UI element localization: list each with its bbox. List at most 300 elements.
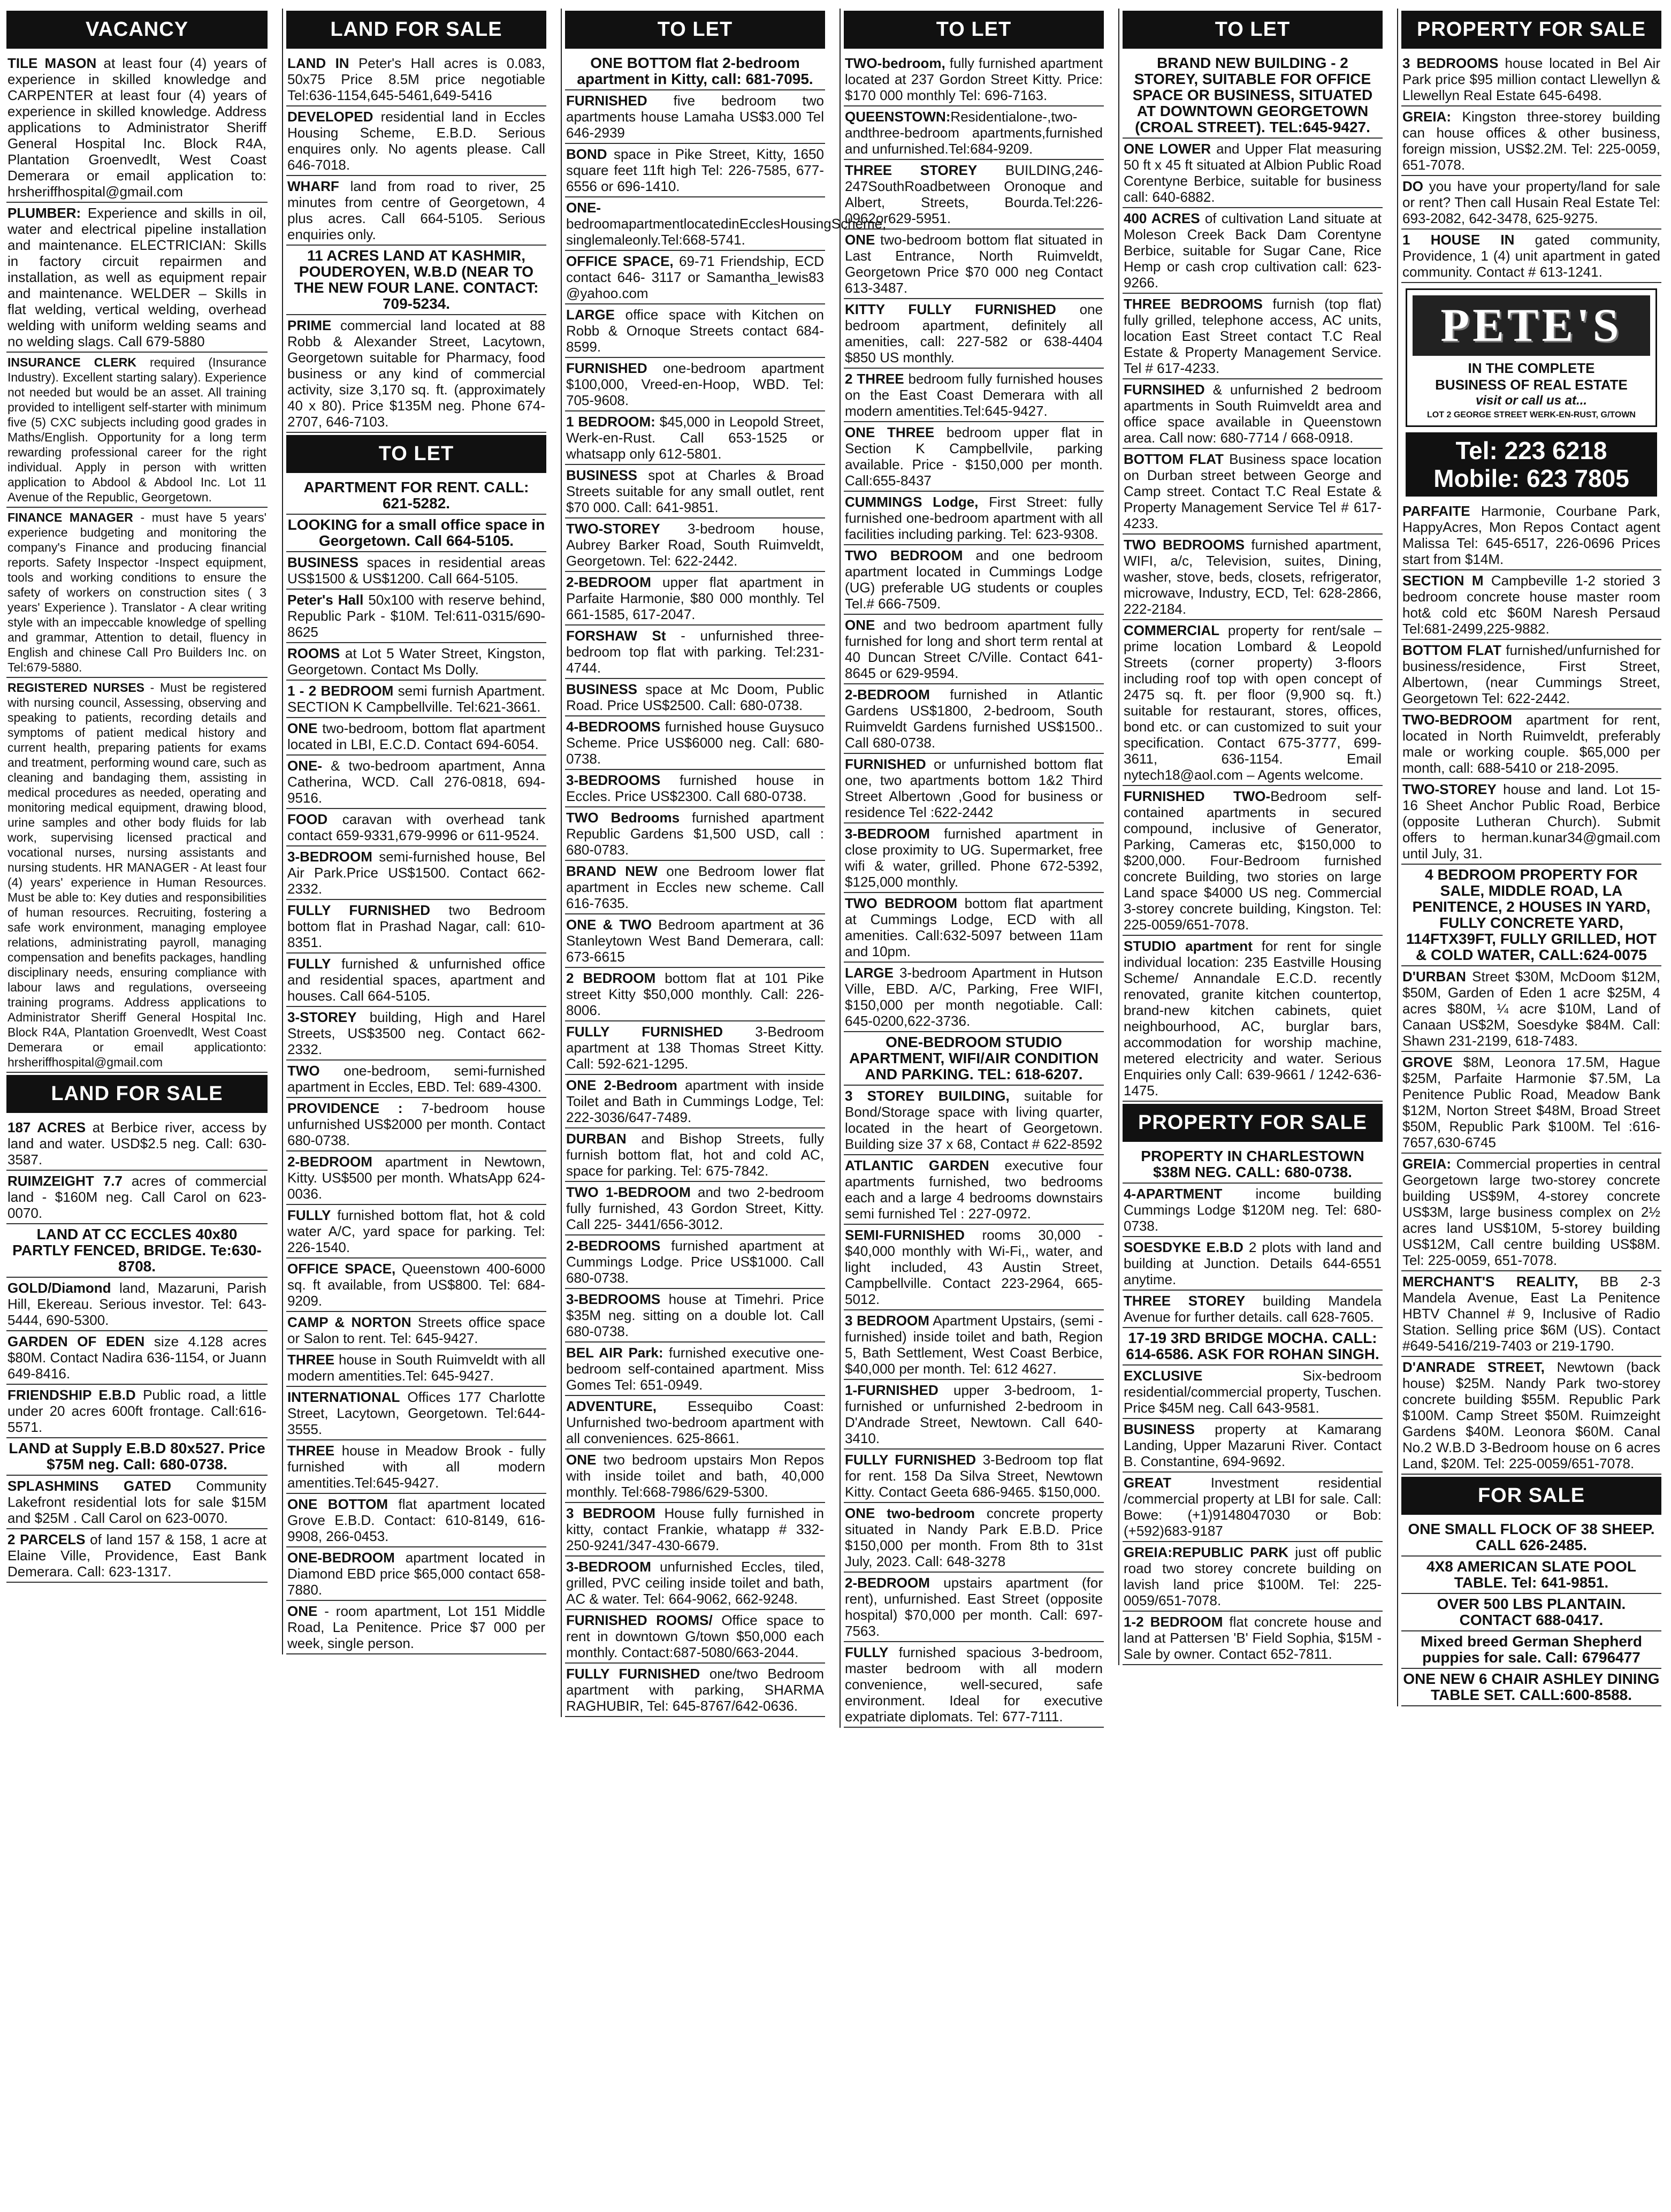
classified-ad bbox=[286, 1061, 546, 1098]
classified-ad bbox=[286, 1547, 546, 1601]
classified-ad bbox=[286, 246, 546, 315]
ad-lead: LARGE bbox=[566, 307, 615, 323]
ad-body: Essequibo Coast: Unfurnished two-bedroom apartment with all conveniences. 625-8661. bbox=[566, 1398, 824, 1446]
classified-ad bbox=[565, 716, 825, 770]
ad-lead: FURNISHED TWO- bbox=[1124, 788, 1271, 804]
ad-body: - must have 5 years' experience budgeting and monitoring the company's Finance and producing financial reports. Safety Inspector -Inspect equipment, tools and working conditions to ensure the safety of workers on construction sites ( 3 years' Experience ). Translator - A clear writing style with an impeccable knowledge of spelling and grammar, Attention to detail, fluency in English and chinese Call Pro Builders Inc. on Tel:679-5880. bbox=[7, 510, 266, 674]
classified-ad bbox=[565, 1343, 825, 1396]
section-header: TO LET bbox=[565, 11, 825, 49]
classified-ad bbox=[565, 144, 825, 197]
classified-ad bbox=[844, 1642, 1104, 1728]
classified-ad bbox=[565, 807, 825, 861]
classified-ad bbox=[565, 770, 825, 807]
classified-ad bbox=[565, 861, 825, 914]
ad-lead: LARGE bbox=[845, 965, 894, 981]
ad-body: furnished spacious 3-bedroom, master bedroom with all modern convenience, well-secured, safe environment. Ideal for executive expatriate diplomats. Tel: 677-7111. bbox=[845, 1644, 1103, 1725]
ad-lead: GREIA:REPUBLIC PARK bbox=[1124, 1544, 1289, 1560]
ad-lead: BUSINESS bbox=[1124, 1421, 1195, 1437]
classified-ad bbox=[565, 1664, 825, 1717]
ad-body: Investment residential /commercial property at LBI for sale. Call: Bowe: (+1)9148047030 or Bob: (+592)683-9187 bbox=[1124, 1475, 1382, 1539]
ad-body: size 4.128 acres $80M. Contact Nadira 636-1154, or Juann 649-8416. bbox=[7, 1333, 266, 1382]
classified-ad bbox=[844, 1225, 1104, 1310]
classified-ad bbox=[6, 1278, 268, 1331]
classified-ad bbox=[565, 572, 825, 626]
classified-ad bbox=[844, 1450, 1104, 1503]
classified-ad bbox=[286, 1205, 546, 1258]
classified-ad bbox=[844, 53, 1104, 106]
ad-lead: TWO-STOREY bbox=[566, 521, 660, 537]
ad-lead: ONE NEW 6 CHAIR ASHLEY DINING TABLE SET. CALL:600-8588. bbox=[1403, 1671, 1660, 1703]
ad-body: 69-71 Friendship, ECD contact 646- 3117 or Samantha_lewis83 @yahoo.com bbox=[566, 253, 824, 301]
ad-body: house in South Ruimveldt with all modern amentities.Tel: 645-9427. bbox=[287, 1352, 545, 1384]
classified-ad bbox=[286, 1007, 546, 1061]
classified-ad bbox=[565, 1235, 825, 1289]
ad-body: furnished apartment at Cummings Lodge. Price US$1000. Call 680-0738. bbox=[566, 1238, 824, 1286]
classified-ad bbox=[1123, 294, 1383, 379]
classified-ad bbox=[286, 176, 546, 246]
ad-body: furnished in Atlantic Gardens US$1800, 2-bedroom, South Ruimveldt Gardens furnished US$1500.. Call 680-0738. bbox=[845, 687, 1103, 751]
ad-body: and Bishop Streets, fully furnish bottom flat, hot and cold AC, space for parking. Tel: 675-7842. bbox=[566, 1131, 824, 1179]
logo-tel: Tel: 223 6218 bbox=[1455, 437, 1607, 464]
classified-ad bbox=[565, 1396, 825, 1450]
ad-lead: APARTMENT FOR RENT. CALL: 621-5282. bbox=[303, 479, 529, 512]
ad-lead: PROVIDENCE : bbox=[287, 1100, 403, 1116]
ad-body: apartment in Newtown, Kitty. US$500 per month. WhatsApp 624-0036. bbox=[287, 1154, 545, 1202]
ad-body: land from road to river, 25 minutes from centre of Georgetown, 4 plus acres. Call 664-5105. Serious enquiries only. bbox=[287, 178, 545, 242]
ad-body: Office space to rent in downtown G/town $50,000 each monthly. Contact:687-5080/663-2044. bbox=[566, 1612, 825, 1660]
ad-body: Six-bedroom residential/commercial property, Tuschen. Price $45M neg. Call 643-9581. bbox=[1124, 1368, 1382, 1416]
ad-lead: SECTION M bbox=[1402, 573, 1484, 589]
ad-lead: 1 - 2 BEDROOM bbox=[287, 683, 394, 699]
classified-ad bbox=[286, 756, 546, 809]
classified-ad bbox=[286, 1098, 546, 1151]
ad-body: two bedroom upstairs Mon Repos with inside toilet and bath, 40,000 monthly. Tel:668-7986/629-5300. bbox=[566, 1452, 824, 1500]
column-5 bbox=[1118, 9, 1386, 1665]
classified-ad bbox=[286, 1601, 546, 1654]
classified-ad bbox=[1401, 1594, 1661, 1631]
ad-body: Offices 177 Charlotte Street, Lacytown, Georgetown. Tel:644-3555. bbox=[287, 1389, 545, 1437]
ad-lead: ONE-BEDROOM bbox=[287, 1550, 395, 1566]
ad-lead: 2 BEDROOM bbox=[566, 970, 656, 986]
ad-lead: FULLY bbox=[287, 956, 331, 972]
realty-logo bbox=[1406, 288, 1657, 427]
ad-body: required (Insurance Industry). Excellent starting salary). Experience not needed but would be an asset. All training provided to intelligent self-starter with minimum five (5) CXC subjects including good grades in Maths/English. Opportunity for a long term rewarding professional career for the right individual. Apply in person with written application to Abdool & Abdool Inc. Lot 11 Avenue of the Republic, Georgetown. bbox=[7, 355, 266, 504]
classified-ad bbox=[1123, 1612, 1383, 1665]
ad-body: land, Mazaruni, Parish Hill, Ekereau. Serious investor. Tel: 643-5444, 690-5300. bbox=[7, 1280, 266, 1328]
ad-lead: 1 BEDROOM: bbox=[566, 414, 655, 430]
ad-body: one Bedroom lower flat apartment in Eccles new scheme. Call 616-7635. bbox=[566, 863, 825, 911]
ad-body: 3-Bedroom apartment at 138 Thomas Street Kitty. Call: 592-621-1295. bbox=[566, 1024, 824, 1072]
classified-ad bbox=[1123, 208, 1383, 294]
ad-body: commercial land located at 88 Robb & Alexander Street, Lacytown, Georgetown suitable for Pharmacy, food business or any kind of commercial activity, size 3,170 sq. ft. (approximately 40 x 80). Price $135M neg. Phone 674-2707, 646-7103. bbox=[287, 317, 545, 430]
classified-ad bbox=[565, 1503, 825, 1557]
ad-lead: 3 STOREY BUILDING, bbox=[845, 1088, 1010, 1104]
ad-lead: WHARF bbox=[287, 178, 339, 194]
ad-body: flat apartment located Grove E.B.D. Contact: 610-8149, 616-9908, 266-0453. bbox=[287, 1496, 545, 1544]
ad-body: - Must be registered with nursing council, Assessing, observing and speaking to patients, recording details and symptoms of patient medical history and current health, preparing patients for exams and treatment, performing wound care, such as cleaning and bandaging them, assisting in medical procedures as needed, operating and monitoring medical equipment, drawing blood, urine samples and other body fluids for lab work, supervising licensed practical and vocational nurses, nursing assistants and nursing students. HR MANAGER - At least four (4) years' experience in Human Resources. Must be able to: Key duties and responsibilities of human resources. Recruiting, fostering a safe work environment, managing employee relations, administrating payroll, managing compensation and benefits packages, handling disciplinary needs, ensuring compliance with labour laws and regulations, overseeing training programs. Address applications to Administrator Sheriff General Hospital Inc. Block R4A, Plantation Groenvedlt, West Coast Demerara or email applicationto: hrsheriffhospital@gmail.com bbox=[7, 681, 267, 1069]
classified-ad bbox=[286, 590, 546, 643]
ad-lead: ADVENTURE, bbox=[566, 1398, 657, 1414]
classified-ad bbox=[1401, 1669, 1661, 1706]
ad-lead: TWO BEDROOM bbox=[845, 895, 958, 911]
ad-body: house and land. Lot 15-16 Sheet Anchor Public Road, Berbice (opposite Lutheran Church). Submit offers to herman.kunar34@gmail.com until July, 31. bbox=[1402, 781, 1660, 861]
classified-ad bbox=[565, 1075, 825, 1128]
ad-body: caravan with overhead tank contact 659-9331,679-9996 or 611-9524. bbox=[287, 811, 545, 843]
ad-lead: THREE bbox=[287, 1443, 335, 1459]
classified-ad bbox=[565, 1289, 825, 1343]
classified-ad bbox=[286, 1151, 546, 1205]
classified-ad bbox=[844, 615, 1104, 684]
classified-ad bbox=[844, 1155, 1104, 1225]
ad-lead: PRIME bbox=[287, 317, 332, 333]
ad-body: Business space location on Durban street between George and Camp street. Contact T.C Real Estate & Property Management Service Tel # 617-4233. bbox=[1124, 451, 1382, 531]
ad-body: Newtown (back house) $25M. Nandy Park two-storey concrete building $55M. Republic Park $100M. Camp Street $50M. Ruimzeight Gardens $40M. Leonora $60M. Canal No.2 W.B.D 3-Bedroom house on 6 acres Land, $20M. Tel: 225-0059/651-7078. bbox=[1402, 1359, 1660, 1471]
classified-ad bbox=[844, 492, 1104, 545]
ad-lead: INSURANCE CLERK bbox=[7, 355, 136, 369]
logo-tagline: IN THE COMPLETE bbox=[1468, 360, 1595, 376]
classified-ad bbox=[6, 1476, 268, 1529]
classified-ad bbox=[1401, 1557, 1661, 1594]
ad-lead: TWO-BEDROOM bbox=[1402, 712, 1513, 728]
ad-body: acres of commercial land - $160M neg. Call Carol on 623-0070. bbox=[7, 1173, 266, 1221]
ad-lead: ONE 2-Bedroom bbox=[566, 1077, 677, 1093]
ad-body: apartment with inside Toilet and Bath in Cummings Lodge, Tel: 222-3036/647-7489. bbox=[566, 1077, 824, 1125]
ad-body: Campbeville 1-2 storied 3 bedroom concrete house master room hot& cold etc $60M Naresh Persaud Tel:681-2499,225-9882. bbox=[1402, 573, 1660, 637]
ad-body: concrete property situated in Nandy Park E.B.D. Price $150,000 per month. From 8th to 31st July, 2023. Call: 648-3278 bbox=[845, 1505, 1103, 1569]
ad-lead: D'URBAN bbox=[1402, 968, 1466, 985]
ad-body: one-bedroom, semi-furnished apartment in Eccles, EBD. Tel: 689-4300. bbox=[287, 1063, 545, 1095]
ad-body: property for rent/sale – prime location Lombard & Leopold Streets (corner property) 3-floors including roof top with open concept of 2475 sq. ft. per floor (9,900 sq. ft.) suitable for restaurant, stores, offices, bond etc. or can customized to suit your specification. Contact 675-3777, 699-3611, 636-1154. Email nytech18@aol.com – Agents welcome. bbox=[1124, 622, 1382, 783]
ad-body: at Lot 5 Water Street, Kingston, Georgetown. Contact Ms Dolly. bbox=[287, 645, 545, 677]
ad-lead: DO bbox=[1402, 178, 1423, 194]
classified-ad bbox=[844, 160, 1104, 230]
ad-body: apartment located in Diamond EBD price $65,000 contact 658-7880. bbox=[287, 1550, 545, 1598]
classified-ad bbox=[844, 684, 1104, 754]
ad-body: of land 157 & 158, 1 acre at Elaine Ville, Providence, East Bank Demerara. Call: 623-1317. bbox=[7, 1531, 266, 1580]
ad-body: residential land in Eccles Housing Scheme, E.B.D. Serious enquires only. No agents please. Call 646-7018. bbox=[287, 109, 545, 173]
classified-ad bbox=[1401, 640, 1661, 710]
column-4 bbox=[840, 9, 1107, 1728]
ad-body: - room apartment, Lot 151 Middle Road, La Penitence. Price $7 000 per week, single person. bbox=[287, 1603, 545, 1651]
ad-body: BUILDING,246-247SouthRoadbetween Oronoque and Albert, Streets, Bourda.Tel:226-0962or629-5951. bbox=[845, 162, 1103, 226]
ad-body: $45,000 in Leopold Street, Werk-en-Rust. Call 653-1525 or whatsapp only 612-5801. bbox=[566, 414, 824, 462]
ad-lead: ATLANTIC GARDEN bbox=[845, 1157, 989, 1173]
ad-lead: Peter's Hall bbox=[287, 592, 364, 608]
ad-body: rooms 30,000 - $40,000 monthly with Wi-Fi,, water, and light included, 43 Austin Street, Campbellville. Contact 223-2964, 665-5012. bbox=[845, 1227, 1103, 1307]
ad-lead: BUSINESS bbox=[566, 681, 637, 697]
ad-body: Kingston three-storey building can house offices & other business, foreign mission, US$2.2M. Tel: 225-0059, 651-7078. bbox=[1402, 109, 1660, 173]
ad-lead: FULLY FURNISHED bbox=[566, 1666, 700, 1682]
classified-ad bbox=[286, 900, 546, 954]
classified-ad bbox=[286, 846, 546, 900]
classified-ad bbox=[1123, 449, 1383, 535]
ad-body: furnished apartment Republic Gardens $1,500 USD, call : 680-0783. bbox=[566, 810, 824, 858]
ad-lead: TWO BEDROOMS bbox=[1124, 537, 1245, 553]
ad-lead: 3-BEDROOM bbox=[845, 826, 930, 842]
ad-lead: STUDIO apartment bbox=[1124, 938, 1253, 954]
ad-lead: OFFICE SPACE, bbox=[566, 253, 674, 269]
ad-lead: ONE SMALL FLOCK OF 38 SHEEP. CALL 626-2485. bbox=[1408, 1521, 1655, 1553]
ad-lead: PROPERTY IN CHARLESTOWN $38M NEG. CALL: 680-0738. bbox=[1141, 1148, 1364, 1180]
ad-body: just off public road two storey concrete building on lavish land price $100M. Tel: 225-0059/651-7078. bbox=[1124, 1544, 1382, 1608]
ad-body: furnish (top flat) fully grilled, telephone access, AC units, location East Street contact T.C Real Estate & Property Management Service. Tel # 617-4233. bbox=[1124, 296, 1382, 376]
classified-ad bbox=[1401, 1271, 1661, 1357]
ad-lead: DURBAN bbox=[566, 1131, 627, 1147]
ad-body: gated community, Providence, 1 (4) unit apartment in gated community. Contact # 613-1241. bbox=[1402, 232, 1660, 280]
classified-ad bbox=[844, 106, 1104, 160]
ad-body: building Mandela Avenue for further details. call 628-7605. bbox=[1124, 1293, 1382, 1325]
classified-ad bbox=[1123, 1366, 1383, 1419]
ad-lead: ONE LOWER bbox=[1124, 141, 1211, 157]
classified-ad bbox=[1401, 1052, 1661, 1154]
ad-lead: KITTY FULLY FURNISHED bbox=[845, 301, 1056, 317]
ad-body: you have your property/land for sale or rent? Then call Husain Real Estate Tel: 693-2082, 642-3478, 625-9275. bbox=[1402, 178, 1660, 226]
classified-ad bbox=[844, 422, 1104, 492]
ad-body: semi-furnished house, Bel Air Park.Price US$1500. Contact 662-2332. bbox=[287, 849, 545, 897]
ad-lead: COMMERCIAL bbox=[1124, 622, 1220, 638]
ad-lead: 1 HOUSE IN bbox=[1402, 232, 1515, 248]
ad-body: flat concrete house and land at Pattersen 'B' Field Sophia, $15M - Sale by owner. Contact 652-7811. bbox=[1124, 1614, 1382, 1662]
ad-body: at Berbice river, access by land and water. USD$2.5 neg. Call: 630-3587. bbox=[7, 1119, 267, 1168]
classified-ad bbox=[565, 304, 825, 358]
ad-lead: ONE- bbox=[287, 758, 322, 774]
ad-lead: FULLY bbox=[845, 1644, 889, 1660]
ad-lead: 17-19 3RD BRIDGE MOCHA. CALL: 614-6586. ASK FOR ROHAN SINGH. bbox=[1126, 1330, 1379, 1362]
ad-lead: OFFICE SPACE, bbox=[287, 1261, 396, 1277]
classified-ad bbox=[286, 552, 546, 590]
ad-body: furnished & unfurnished office and residential spaces, apartment and houses. Call 664-5105. bbox=[287, 956, 545, 1004]
classified-ad bbox=[1123, 936, 1383, 1102]
ad-body: Community Lakefront residential lots for sale $15M and $25M . Call Carol on 623-0070. bbox=[7, 1478, 266, 1526]
ad-lead: 3-BEDROOM bbox=[287, 849, 372, 865]
ad-lead: 11 ACRES LAND AT KASHMIR, POUDEROYEN, W.B.D (NEAR TO THE NEW FOUR LANE. CONTACT: 709-5234. bbox=[294, 247, 539, 312]
classified-ad bbox=[1401, 1519, 1661, 1557]
classified-ad bbox=[565, 518, 825, 572]
ad-lead: ONE two-bedroom bbox=[845, 1505, 975, 1521]
ad-lead: EXCLUSIVE bbox=[1124, 1368, 1203, 1384]
ad-body: House fully furnished in kitty, contact Frankie, whatapp # 332-250-9241/347-430-6679. bbox=[566, 1505, 824, 1553]
ad-lead: GOLD/Diamond bbox=[7, 1280, 111, 1296]
ad-body: Street $30M, McDoom $12M, $50M, Garden of Eden 1 acre $25M, 4 acres $80M, ¼ acre $10M, Land of Canaan US$2M, Soesdyke $84M. Call: Shawn 231-2199, 618-7483. bbox=[1402, 968, 1660, 1049]
logo-mobile: Mobile: 623 7805 bbox=[1433, 464, 1629, 492]
classified-ad bbox=[844, 1086, 1104, 1155]
ad-body: two Bedroom bottom flat in Prashad Nagar, call: 610-8351. bbox=[287, 902, 545, 950]
classified-ad bbox=[6, 1224, 268, 1278]
ad-lead: ONE bbox=[845, 617, 875, 633]
classified-ad bbox=[1123, 53, 1383, 139]
classified-ad bbox=[1123, 1146, 1383, 1184]
classified-ad bbox=[565, 1128, 825, 1182]
ad-lead: GREIA: bbox=[1402, 1156, 1451, 1172]
ad-body: bottom flat apartment at Cummings Lodge, ECD with all amenities. Call:632-5097 between 11am and 10pm. bbox=[845, 895, 1103, 959]
classified-ad bbox=[844, 369, 1104, 422]
ad-lead: TWO-bedroom, bbox=[845, 55, 945, 71]
ad-body: Bedroom apartment at 36 Stanleytown West Band Demerara, call: 673-6615 bbox=[566, 917, 824, 965]
ad-body: office space with Kitchen on Robb & Ornoque Streets contact 684-8599. bbox=[566, 307, 824, 355]
ad-body: or unfurnished bottom flat one, two apartments bottom 1&2 Third Street Albertown ,Good for business or residence Tel :622-2442 bbox=[845, 756, 1103, 820]
logo-address: LOT 2 GEORGE STREET WERK-EN-RUST, G/TOWN bbox=[1427, 410, 1636, 419]
ad-lead: FOOD bbox=[287, 811, 328, 827]
classified-ad bbox=[1123, 786, 1383, 936]
ad-lead: 400 ACRES bbox=[1124, 210, 1200, 226]
ad-lead: 2-BEDROOMS bbox=[566, 1238, 661, 1254]
classified-ad bbox=[286, 809, 546, 846]
classified-ad bbox=[1123, 1419, 1383, 1473]
ad-body: 7-bedroom house unfurnished US$2000 per month. Contact 680-0738. bbox=[287, 1100, 545, 1148]
ad-body: furnished apartment in close proximity to UG. Supermarket, free wifi & water, grilled. Phone 672-5392, $125,000 monthly. bbox=[845, 826, 1103, 890]
classified-ad bbox=[1401, 1631, 1661, 1669]
ad-lead: THREE BEDROOMS bbox=[1124, 296, 1263, 312]
ad-lead: TWO Bedrooms bbox=[566, 810, 680, 826]
ad-body: Peter's Hall acres is 0.083, 50x75 Price 8.5M price negotiable Tel:636-1154,645-5461,649-5416 bbox=[287, 55, 546, 103]
ad-body: 50x100 with reserve behind, Republic Park - $10M. Tel:611-0315/690-8625 bbox=[287, 592, 545, 640]
ad-body: & unfurnished 2 bedroom apartments in South Ruimveldt area and office space available in Queenstown area. Call now: 680-7714 / 668-0918. bbox=[1124, 382, 1382, 446]
ad-lead: 2-BEDROOM bbox=[287, 1154, 372, 1170]
section-header: FOR SALE bbox=[1401, 1477, 1661, 1515]
ad-lead: PLUMBER: bbox=[7, 205, 81, 221]
ad-lead: CAMP & NORTON bbox=[287, 1314, 411, 1330]
ad-body: space at Mc Doom, Public Road. Price US$2500. Call: 680-0738. bbox=[566, 681, 824, 713]
ad-body: and Upper Flat measuring 50 ft x 45 ft situated at Albion Public Road Corentyne Berbice, suitable for business call: 640-6882. bbox=[1124, 141, 1382, 205]
ad-lead: ONE bbox=[845, 232, 875, 248]
ad-lead: TWO bbox=[287, 1063, 320, 1079]
classified-ad bbox=[565, 465, 825, 518]
classified-ad bbox=[844, 545, 1104, 615]
classified-ad bbox=[1401, 570, 1661, 640]
ad-body: and two bedroom apartment fully furnished for long and short term rental at 40 Duncan Street C/Ville. Contact 641-8645 or 629-9594. bbox=[845, 617, 1103, 681]
classified-ad bbox=[286, 477, 546, 515]
ad-lead: GROVE bbox=[1402, 1054, 1453, 1070]
ad-lead: FURNSIHED bbox=[1124, 382, 1205, 398]
ad-lead: BRAND NEW BUILDING - 2 STOREY, SUITABLE FOR OFFICE SPACE OR BUSINESS, SITUATED AT DOWNTOWN GEORGETOWN (CROAL STREET). TEL:645-9427. bbox=[1132, 55, 1373, 135]
ad-body: bottom flat at 101 Pike street Kitty $50,000 monthly. Call: 226-8006. bbox=[566, 970, 824, 1018]
classified-ad bbox=[1401, 501, 1661, 570]
ad-body: upper flat apartment in Parfaite Harmonie, $80 000 monthly. Tel 661-1585, 617-2047. bbox=[566, 574, 824, 622]
ad-lead: 4-BEDROOMS bbox=[566, 719, 661, 735]
ad-body: space in Pike Street, Kitty, 1650 square feet 11ft high Tel: 226-7585, 677-6556 or 696-1410. bbox=[566, 146, 824, 194]
ad-lead: THREE STOREY bbox=[1124, 1293, 1246, 1309]
ad-lead: ONE & TWO bbox=[566, 917, 652, 933]
classified-ad bbox=[844, 1032, 1104, 1086]
ad-lead: ROOMS bbox=[287, 645, 340, 661]
ad-lead: 3 BEDROOM bbox=[566, 1505, 655, 1521]
ad-lead: 2-BEDROOM bbox=[566, 574, 651, 590]
classified-ad bbox=[286, 1258, 546, 1312]
classified-ad bbox=[565, 1182, 825, 1235]
column-2 bbox=[282, 9, 550, 1654]
ad-body: house at Timehri. Price $35M neg. sitting on a double lot. Call 680-0738. bbox=[566, 1291, 824, 1339]
ad-lead: 3-BEDROOMS bbox=[566, 1291, 661, 1307]
ad-body: of cultivation Land situate at Moleson Creek Back Dam Corentyne Berbice, suitable for Sugar Cane, Rice Hemp or cash crop cultivation call: 623-9266. bbox=[1124, 210, 1382, 291]
classified-ad bbox=[6, 53, 268, 203]
classified-ad bbox=[844, 893, 1104, 963]
ad-lead: 4X8 AMERICAN SLATE POOL TABLE. Tel: 641-9851. bbox=[1426, 1558, 1637, 1591]
ad-body: one/two Bedroom apartment with parking, SHARMA RAGHUBIR, Tel: 645-8767/642-0636. bbox=[566, 1666, 824, 1714]
ad-lead: TWO BEDROOM bbox=[845, 547, 963, 563]
ad-lead: FURNISHED bbox=[845, 756, 926, 772]
classified-ad bbox=[286, 643, 546, 681]
classified-ad bbox=[286, 1349, 546, 1387]
classified-ad bbox=[844, 1380, 1104, 1450]
ad-body: house in Meadow Brook - fully furnished with all modern amentities.Tel:645-9427. bbox=[287, 1443, 545, 1491]
ad-body: building, High and Harel Streets, US$3500 neg. Contact 662-2332. bbox=[287, 1009, 545, 1057]
ad-body: house located in Bel Air Park price $95 million contact Llewellyn & Llewellyn Real Estate 645-6498. bbox=[1402, 55, 1660, 103]
classified-ad bbox=[844, 823, 1104, 893]
ad-lead: FURNISHED bbox=[566, 360, 647, 376]
ad-lead: PARFAITE bbox=[1402, 503, 1470, 519]
ad-lead: FORSHAW St bbox=[566, 628, 666, 644]
ad-lead: ONE bbox=[287, 720, 318, 736]
ad-body: at least four (4) years of experience in skilled knowledge and CARPENTER at least four (4) years of experience in skilled knowledge. Address applications to Administrator Sheriff General Hospital Inc. Block R4A, Plantation Groenvedlt, West Coast Demerara or email application to: hrsheriffhospital@gmail.com bbox=[7, 55, 266, 200]
ad-lead: 2-BEDROOM bbox=[845, 687, 930, 703]
ad-body: Public road, a little under 20 acres 600ft frontage. Call:616-5571. bbox=[7, 1387, 266, 1435]
ad-lead: LOOKING for a small office space in Georgetown. Call 664-5105. bbox=[287, 516, 545, 549]
ad-lead: ONE THREE bbox=[845, 424, 935, 440]
ad-lead: ONE bbox=[566, 1452, 597, 1468]
ad-body: upper 3-bedroom, 1-furnished or unfurnished 2-bedroom in D'Andrade Street, Newtown. Call 640-3410. bbox=[845, 1382, 1103, 1446]
classified-ad bbox=[1123, 379, 1383, 449]
ad-lead: DEVELOPED bbox=[287, 109, 373, 125]
section-header: PROPERTY FOR SALE bbox=[1401, 11, 1661, 49]
ad-lead: ONE BOTTOM bbox=[287, 1496, 388, 1512]
ad-lead: BRAND NEW bbox=[566, 863, 658, 879]
classified-ad bbox=[1123, 1473, 1383, 1542]
classified-ad bbox=[565, 1021, 825, 1075]
ad-lead: FURNISHED ROOMS/ bbox=[566, 1612, 713, 1628]
classified-ad bbox=[1401, 230, 1661, 283]
ad-lead: ONE bbox=[287, 1603, 318, 1619]
ad-body: and two 2-bedroom fully furnished, 43 Gordon Street, Kitty. Call 225- 3441/656-3012. bbox=[566, 1184, 824, 1232]
section-header: PROPERTY FOR SALE bbox=[1123, 1104, 1383, 1142]
ad-lead: 2 PARCELS bbox=[7, 1531, 86, 1547]
classified-ad bbox=[844, 1503, 1104, 1573]
classified-ad bbox=[565, 968, 825, 1021]
ad-lead: BOTTOM FLAT bbox=[1402, 642, 1501, 658]
ad-body: spot at Charles & Broad Streets suitable for any small outlet, rent $70 000. Call: 641-9851. bbox=[566, 467, 824, 515]
ad-lead: 3-BEDROOMS bbox=[566, 772, 661, 788]
classified-ad bbox=[6, 203, 268, 353]
ad-lead: BUSINESS bbox=[566, 467, 637, 483]
ad-lead: 2 THREE bbox=[845, 371, 904, 387]
ad-lead: OVER 500 LBS PLANTAIN. CONTACT 688-0417. bbox=[1437, 1596, 1626, 1628]
ad-lead: CUMMINGS Lodge, bbox=[845, 494, 979, 510]
classified-ad bbox=[1123, 1542, 1383, 1612]
ad-body: Harmonie, Courbane Park, HappyAcres, Mon Repos Contact agent Malissa Tel: 645-6517, 226-0696 Prices start from $14M. bbox=[1402, 503, 1660, 567]
ad-body: furnished/unfurnished for business/residence, First Street, Albertown, (near Cummings Street, Georgetown Tel: 622-2442. bbox=[1402, 642, 1660, 706]
classified-ad bbox=[1401, 779, 1661, 865]
classified-ad bbox=[286, 53, 546, 106]
classified-ad bbox=[844, 230, 1104, 299]
ad-body: Apartment Upstairs, (semi - furnished) inside toilet and bath, Region 5, Bath Settlement, West Coast Berbice, $40,000 per month. Tel: 612 4627. bbox=[845, 1313, 1103, 1377]
classified-ad bbox=[1401, 1357, 1661, 1475]
classified-ad bbox=[286, 954, 546, 1007]
ad-body: & two-bedroom apartment, Anna Catherina, WCD. Call 276-0818, 694-9516. bbox=[287, 758, 545, 806]
section-header: TO LET bbox=[1123, 11, 1383, 49]
ad-body: $8M, Leonora 17.5M, Hague $25M, Parfaite Harmonie $7.5M, La Penitence Public Road, Meadow Bank $12M, Norton Street $48M, Broad Street $50M, Republic Park $100M. Tel :616-7657,630-6745 bbox=[1402, 1054, 1660, 1150]
classified-ad bbox=[844, 299, 1104, 369]
ad-lead: D'ANRADE STREET, bbox=[1402, 1359, 1545, 1375]
classified-ad bbox=[286, 315, 546, 433]
section-header: LAND FOR SALE bbox=[6, 1075, 268, 1113]
ad-lead: FULLY FURNISHED bbox=[845, 1452, 976, 1468]
logo-tagline: visit or call us at... bbox=[1475, 393, 1588, 408]
logo-tagline: BUSINESS OF REAL ESTATE bbox=[1435, 377, 1628, 393]
classified-ad bbox=[1401, 53, 1661, 106]
classified-ad bbox=[1401, 966, 1661, 1052]
ad-lead: TWO-STOREY bbox=[1402, 781, 1497, 797]
section-header: VACANCY bbox=[6, 11, 268, 49]
ad-lead: FURNISHED bbox=[566, 93, 647, 109]
